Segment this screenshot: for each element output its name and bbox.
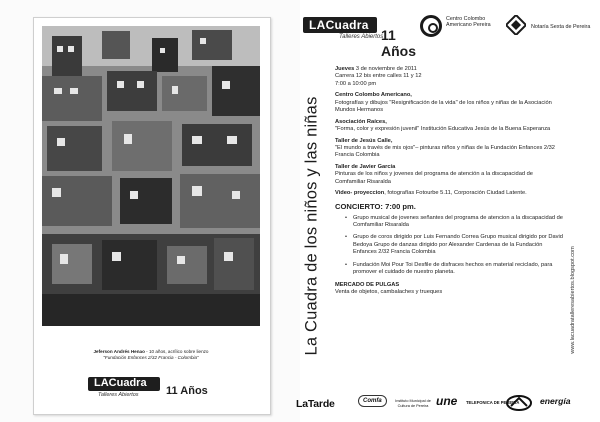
concierto-item: • Grupo de coros dirigido por Luis Fernando Correa Grupo musical dirigido por David Bedoya Grupo de danzas dirigido por Alexander Cardenas de la Fundación Enfances 2/32 Francia Colombia — [345, 234, 563, 256]
section-text: Pinturas de los niños y jovenes del programa de atención a la discapacidad de Comfamiliar Risaralda — [335, 171, 533, 185]
blog-url-text: www.lacuadratalleresabiertos.blogspot.com — [570, 246, 576, 354]
notaria-logo — [506, 15, 591, 45]
section-title: Taller de Javier García — [335, 163, 396, 170]
mercado-text: Venta de objetos, cambalaches y trueques — [335, 288, 443, 295]
small-brand-name: LACuadra — [94, 377, 147, 389]
section-item — [335, 164, 563, 186]
section-text: Fotografías y dibujos "Resignificación de la vida" de los niños y niñas de la Asociación Mundos Hermanos — [335, 99, 552, 114]
mercado-title: MERCADO DE PULGAS — [335, 281, 400, 288]
section-item — [335, 92, 563, 114]
section-text: "Forma, color y expresión juvenil" Institución Educativa Jesús de la Buena Esperanza — [335, 126, 551, 133]
section-text: , fotografías Fotourbe 5.11, Corporación Ciudad Latente. — [384, 190, 527, 197]
energia-logo: energía — [540, 396, 571, 406]
mercado-section — [335, 282, 563, 297]
event-address: Carrera 12 bis entre calles 11 y 12 — [335, 73, 422, 80]
sponsor-emblem-icon — [505, 394, 533, 412]
lacuadra-logo — [303, 17, 416, 59]
vertical-title — [300, 48, 324, 404]
small-brand-subtitle: Talleres Abiertos — [98, 392, 139, 398]
event-time: 7:00 a 10:00 pm — [335, 80, 377, 87]
small-brand-anniversary: 11 Años — [166, 385, 208, 397]
notaria-icon — [506, 15, 526, 35]
brand-anniversary: 11 Años — [381, 27, 416, 59]
concierto-label: CONCIERTO: — [335, 201, 383, 211]
painting-image — [42, 26, 260, 326]
centro-colombo-americano-logo — [420, 15, 500, 45]
event-details — [335, 66, 563, 300]
event-info — [335, 66, 563, 88]
une-logo: une — [436, 394, 458, 408]
lacuadra-logo-small — [88, 374, 218, 404]
section-title: Asociación Raíces, — [335, 118, 387, 125]
section-item — [335, 138, 563, 160]
cca-icon — [420, 15, 442, 37]
event-day: Jueves — [335, 66, 355, 72]
section-item — [335, 190, 563, 197]
section-title: Centro Colombo Americano, — [335, 92, 412, 99]
cultura-logo: Instituto Municipal de Cultura de Pereira — [395, 399, 431, 408]
comfa-logo: Comfa — [358, 395, 387, 407]
notaria-name: Notaría Sexta de Pereira — [531, 24, 591, 30]
sponsor-logos — [296, 393, 596, 415]
poster-title: La Cuadra de los niños y las niñas — [302, 96, 321, 356]
section-title: Video- proyeccion — [335, 190, 385, 197]
brand-name: LACuadra — [309, 18, 369, 32]
section-item — [335, 119, 563, 134]
concierto-list — [345, 215, 563, 277]
event-date: 3 de noviembre de 2011 — [354, 66, 417, 72]
brand-subtitle: Talleres Abiertos — [339, 34, 384, 40]
latarde-logo: LaTarde — [296, 398, 335, 410]
telefonica-logo: TELEFONICA DE PEREIRA — [466, 400, 520, 405]
artwork-caption — [33, 349, 269, 361]
concierto-item: • Fundación Moi Pour Toi Desfile de disfraces hechos en material reciclado, para promover el cuidado de nuestro planeta. — [345, 262, 563, 277]
section-text: "El mundo a través de mis ojos"– pinturas niños y niñas de la Fundación Enfances 2/32 Francia Colombia — [335, 144, 555, 159]
concierto-heading — [335, 202, 563, 211]
concierto-time: 7:00 pm. — [385, 201, 416, 211]
cca-name: Centro Colombo Americano Pereira — [446, 16, 491, 29]
concierto-item: • Grupo musical de jovenes señantes del programa de atencion a la discapacidad de Comfamiliar Risaralda — [345, 215, 563, 230]
section-title: Taller de Jesús Calle, — [335, 137, 393, 144]
blog-url — [566, 230, 580, 370]
artist-details: - 10 años, acrílico sobre lienzo — [144, 349, 209, 354]
artwork-foundation: "Fundación Enfances 2/32 Francia - Colombia" — [103, 355, 199, 360]
artist-name: Jeferson Andrés Henao — [93, 349, 145, 354]
